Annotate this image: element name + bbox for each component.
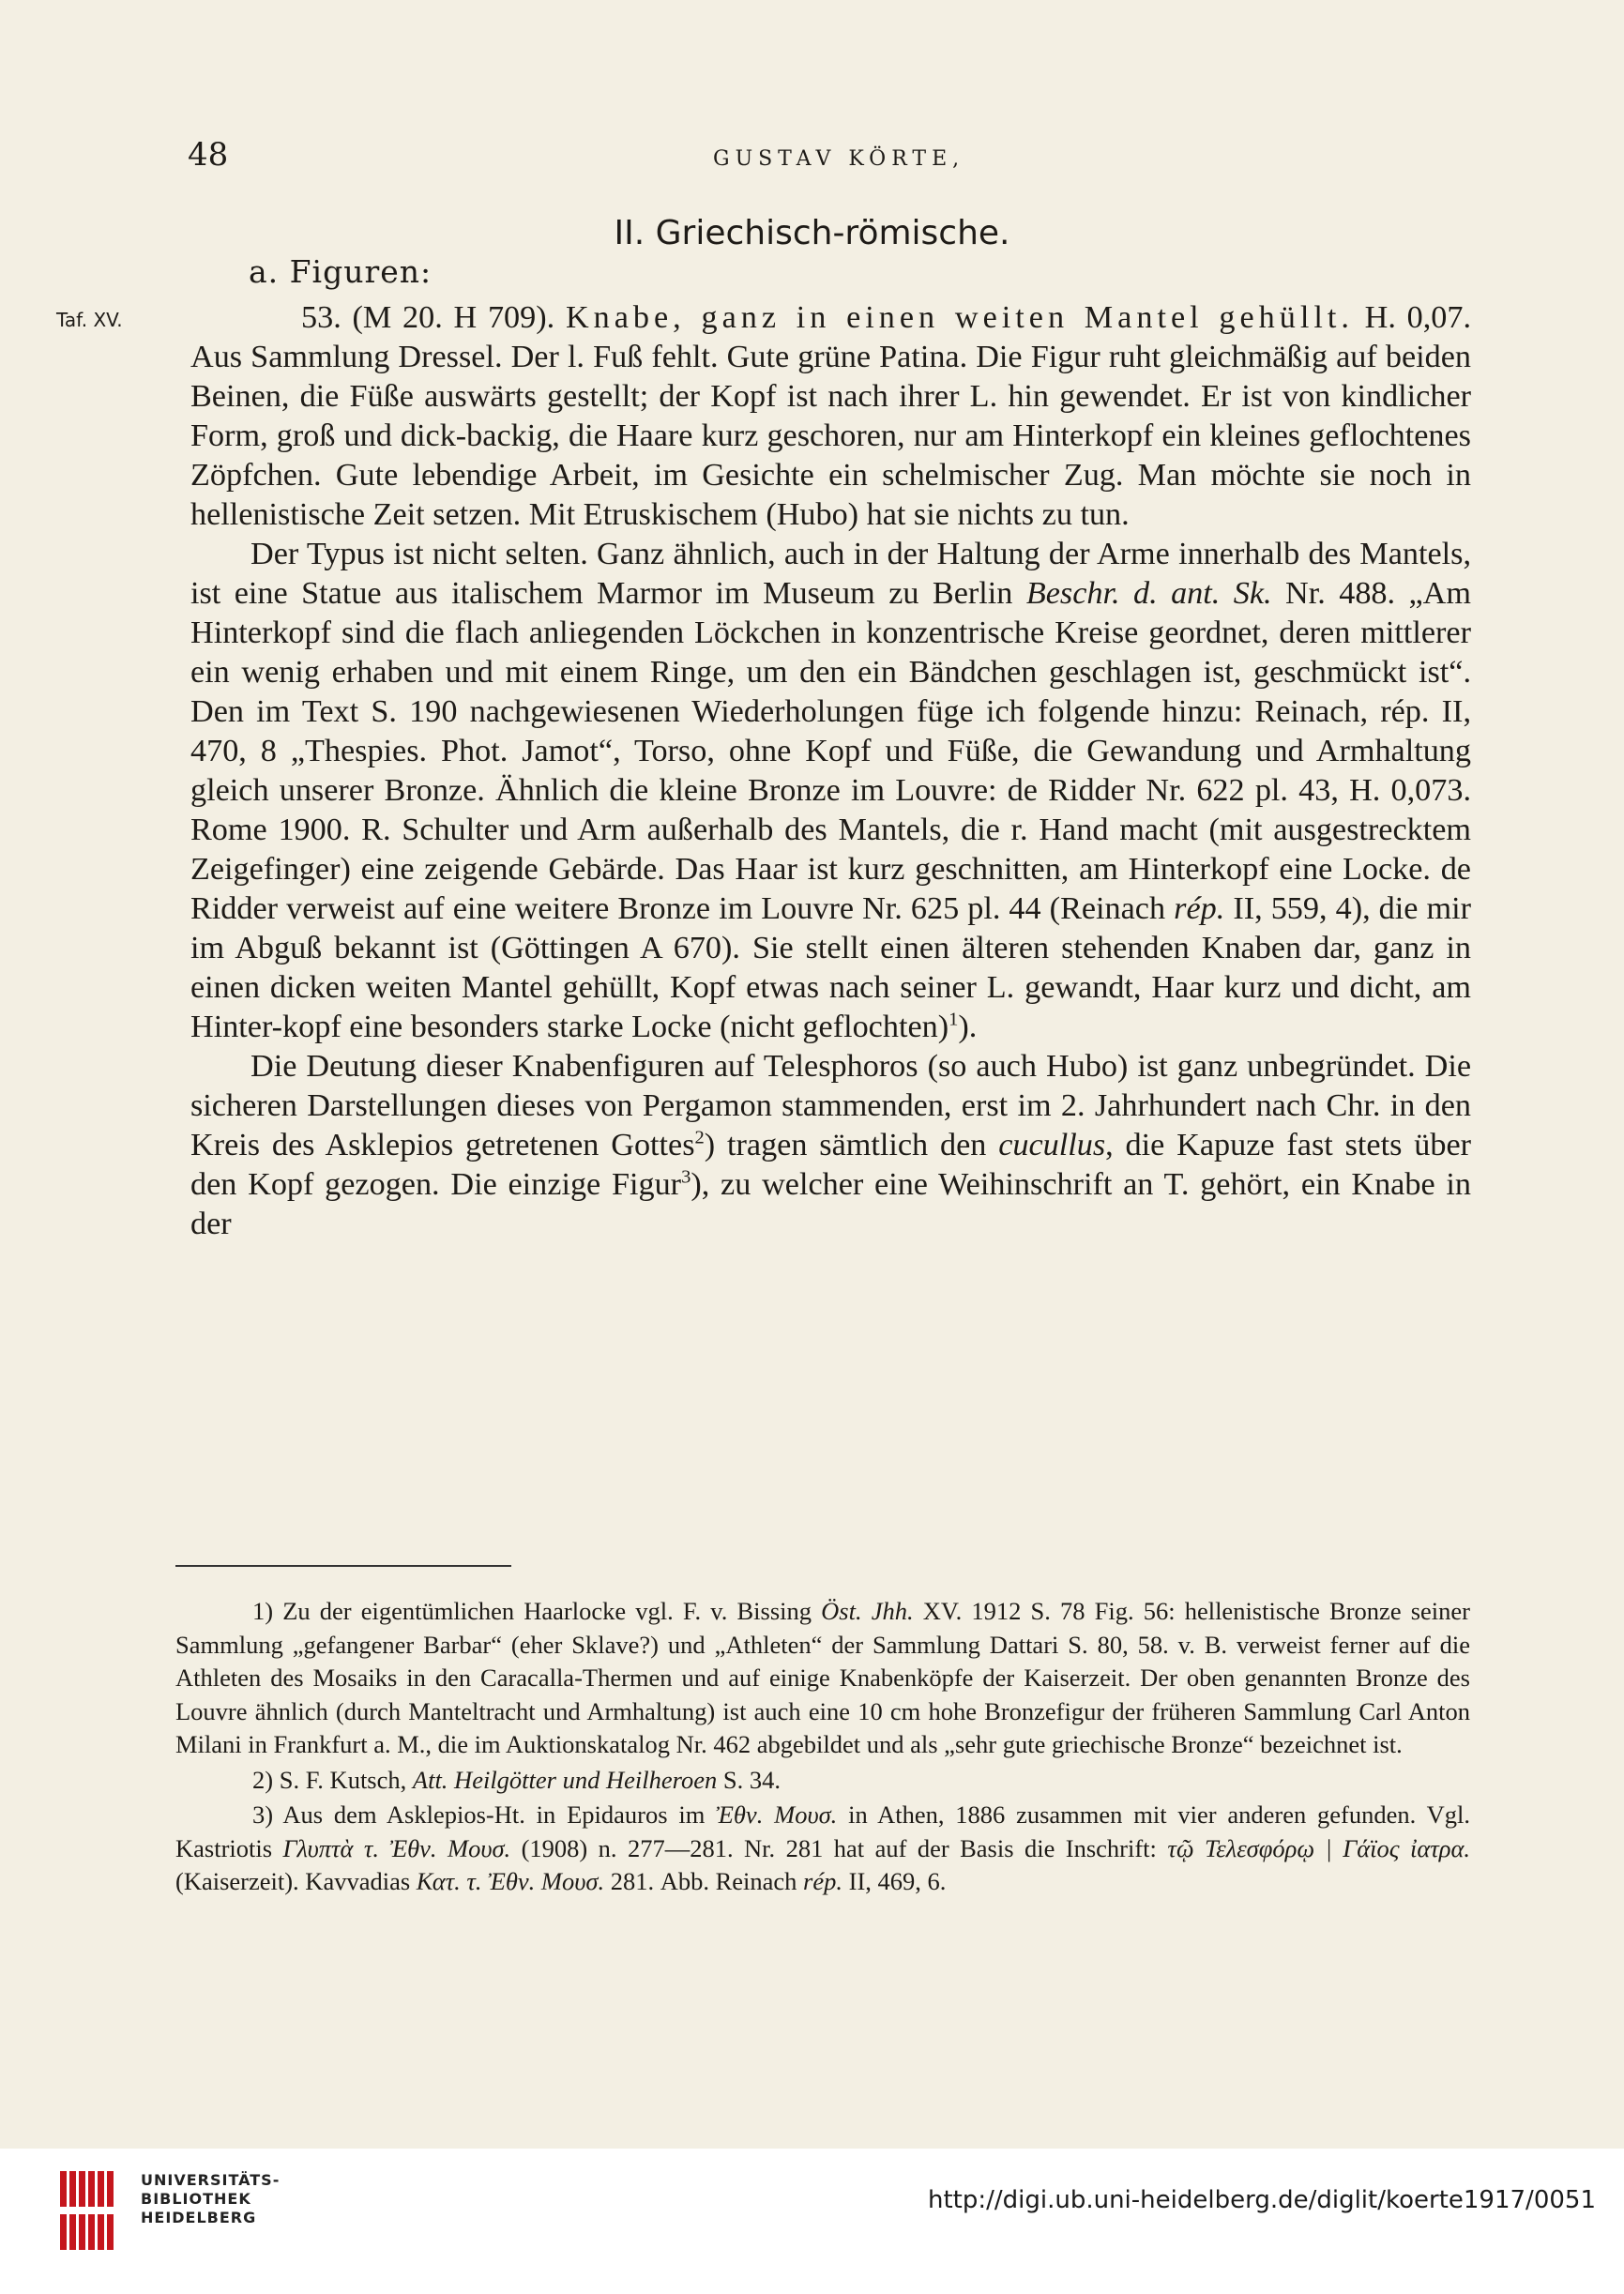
footnote-1: [175, 1595, 1470, 1762]
footnotes: [175, 1595, 1470, 1899]
italic-term: cucullus: [998, 1128, 1106, 1162]
text-run: 3) Aus dem Asklepios-Ht. in Epidauros im: [252, 1800, 717, 1829]
subheading: a. Figuren:: [249, 253, 433, 290]
footnote-ref: 3: [681, 1166, 691, 1188]
italic-inscription: τῷ Τελεσφόρῳ | Γάϊος ἰατρα.: [1167, 1833, 1470, 1862]
entry-title: Knabe, ganz in einen weiten Mantel gehüllt.: [565, 300, 1354, 335]
text-run: 281. Abb. Reinach: [604, 1867, 804, 1895]
text-run: ), zu welcher eine Weihinschrift an T. gehört, ein Knabe in der: [190, 1167, 1471, 1241]
page-number: 48: [188, 136, 229, 174]
permalink-url[interactable]: http://digi.ub.uni-heidelberg.de/diglit/koerte1917/0051: [927, 2186, 1596, 2214]
text-run: , die Kapuze fast stets über den Kopf gezogen. Die einzige Figur: [190, 1128, 1472, 1202]
footnote-ref: 1: [949, 1009, 959, 1030]
footnote-2: [175, 1764, 1470, 1798]
university-library-logo-icon: [56, 2171, 126, 2250]
text-run: II, 559, 4), die mir im Abguß bekannt ist (Göttingen A 670). Sie stellt einen älteren stehenden Knaben dar, ganz in einen dicken weiten Mantel gehüllt, Kopf etwas nach seiner L. gewandt, Haar kurz und dicht, am Hinter-kopf eine besonders starke Locke (nicht geflochten): [190, 891, 1471, 1044]
italic-citation: Att. Heilgötter und Heilheroen: [412, 1765, 718, 1794]
paragraph-deutung: [190, 1047, 1471, 1244]
italic-citation: Beschr. d. ant. Sk.: [1025, 576, 1272, 611]
text-run: Nr. 488. „Am Hinterkopf sind die flach anliegenden Löckchen in konzentrische Kreise geordnet, deren mittlerer ein wenig erhaben und mit einem Ringe, um den ein Bändchen geschlagen ist, geschmückt ist“. Den im Text S. 190 nachgewiesenen Wiederholungen füge ich folgende hinzu: Reinach, rép. II, 470, 8 „Thespies. Phot. Jamot“, Torso, ohne Kopf und Füße, die Gewandung und Armhaltung gleich unserer Bronze. Ähnlich die kleine Bronze im Louvre: de Ridder Nr. 622 pl. 43, H. 0,073. Rome 1900. R. Schulter und Arm außerhalb des Mantels, die r. Hand macht (mit ausgestrecktem Zeigefinger) eine zeigende Gebärde. Das Haar ist kurz geschnitten, am Hinterkopf eine Locke. de Ridder verweist auf eine weitere Bronze im Louvre Nr. 625 pl. 44 (Reinach: [190, 576, 1471, 926]
digitization-footer: [0, 2149, 1624, 2294]
text-run: II, 469, 6.: [842, 1867, 947, 1895]
running-head: [188, 136, 1474, 174]
text-run: ).: [958, 1010, 978, 1044]
footnote-3: [175, 1799, 1470, 1899]
italic-citation: Öst. Jhh.: [821, 1597, 914, 1625]
paragraph-typus: [190, 535, 1471, 1047]
italic-citation: rép.: [1174, 891, 1225, 926]
text-run: Die Deutung dieser Knabenfiguren auf Telesphoros (so auch Hubo) ist ganz unbegründet. Die sicheren Darstellungen dieses von Pergamon stammenden, erst im 2. Jahrhundert nach Chr. in den Kreis des Asklepios getretenen Gottes: [190, 1049, 1471, 1162]
running-head-author: GUSTAV KÖRTE,: [713, 147, 965, 171]
text-run: in Athen, 1886 zusammen mit vier anderen gefunden. Vgl. Kastriotis: [175, 1800, 1470, 1862]
paragraph-entry-53: [190, 298, 1471, 535]
text-run: 2) S. F. Kutsch,: [252, 1765, 413, 1794]
italic-citation: Κατ. τ. Ἐθν. Μουσ.: [416, 1867, 605, 1895]
section-title: II. Griechisch-römische.: [614, 214, 1010, 252]
margin-note: Taf. XV.: [56, 309, 123, 331]
text-run: 1) Zu der eigentümlichen Haarlocke vgl. F. v. Bissing: [252, 1597, 822, 1625]
library-name-line: UNIVERSITÄTS-: [141, 2171, 281, 2189]
text-run: XV. 1912 S. 78 Fig. 56: hellenistische Bronze seiner Sammlung „gefangener Barbar“ (eher Sklave?) und „Athleten“ der Sammlung Dattari S. 80, 58. v. B. verweist ferner auf die Athleten des Mosaiks in den Caracalla-Thermen und auf einige Knabenköpfe der Kaiserzeit. Der oben genannten Bronze des Louvre ähnlich (durch Manteltracht und Armhaltung) ist auch eine 10 cm hohe Bronzefigur der früheren Sammlung Carl Anton Milani in Frankfurt a. M., die im Auktionskatalog Nr. 462 abgebildet und als „sehr gute griechische Bronze“ bezeichnet ist.: [175, 1597, 1470, 1758]
library-name: [141, 2171, 280, 2227]
entry-lead: 53. (M 20. H 709).: [301, 300, 555, 335]
italic-citation: Ἐθν. Μουσ.: [716, 1800, 838, 1829]
library-name-line: BIBLIOTHEK: [141, 2190, 251, 2208]
text-run: ) tragen sämtlich den: [704, 1128, 999, 1162]
footnote-rule: [175, 1565, 511, 1567]
text-run: (1908) n. 277—281. Nr. 281 hat auf der Basis die Inschrift:: [510, 1833, 1168, 1862]
italic-citation: Γλυπτὰ τ. Ἐθν. Μουσ.: [282, 1833, 511, 1862]
italic-citation: rép.: [803, 1867, 842, 1895]
body-text: [190, 298, 1471, 1244]
text-run: (Kaiserzeit). Kavvadias: [175, 1867, 417, 1895]
text-run: S. 34.: [717, 1765, 781, 1794]
text-run: Der Typus ist nicht selten. Ganz ähnlich, auch in der Haltung der Arme innerhalb des Mantels, ist eine Statue aus italischem Marmor im Museum zu Berlin: [190, 537, 1471, 611]
footnote-ref: 2: [694, 1127, 705, 1148]
library-name-line: HEIDELBERG: [141, 2209, 257, 2226]
entry-text: H. 0,07. Aus Sammlung Dressel. Der l. Fuß fehlt. Gute grüne Patina. Die Figur ruht gleichmäßig auf beiden Beinen, die Füße auswärts gestellt; der Kopf ist nach ihrer L. hin gewendet. Er ist von kindlicher Form, groß und dick-backig, die Haare kurz geschoren, nur am Hinterkopf ein kleines geflochtenes Zöpfchen. Gute lebendige Arbeit, im Gesichte ein schelmischer Zug. Man möchte sie noch in hellenistische Zeit setzen. Mit Etruskischem (Hubo) hat sie nichts zu tun.: [190, 300, 1472, 532]
